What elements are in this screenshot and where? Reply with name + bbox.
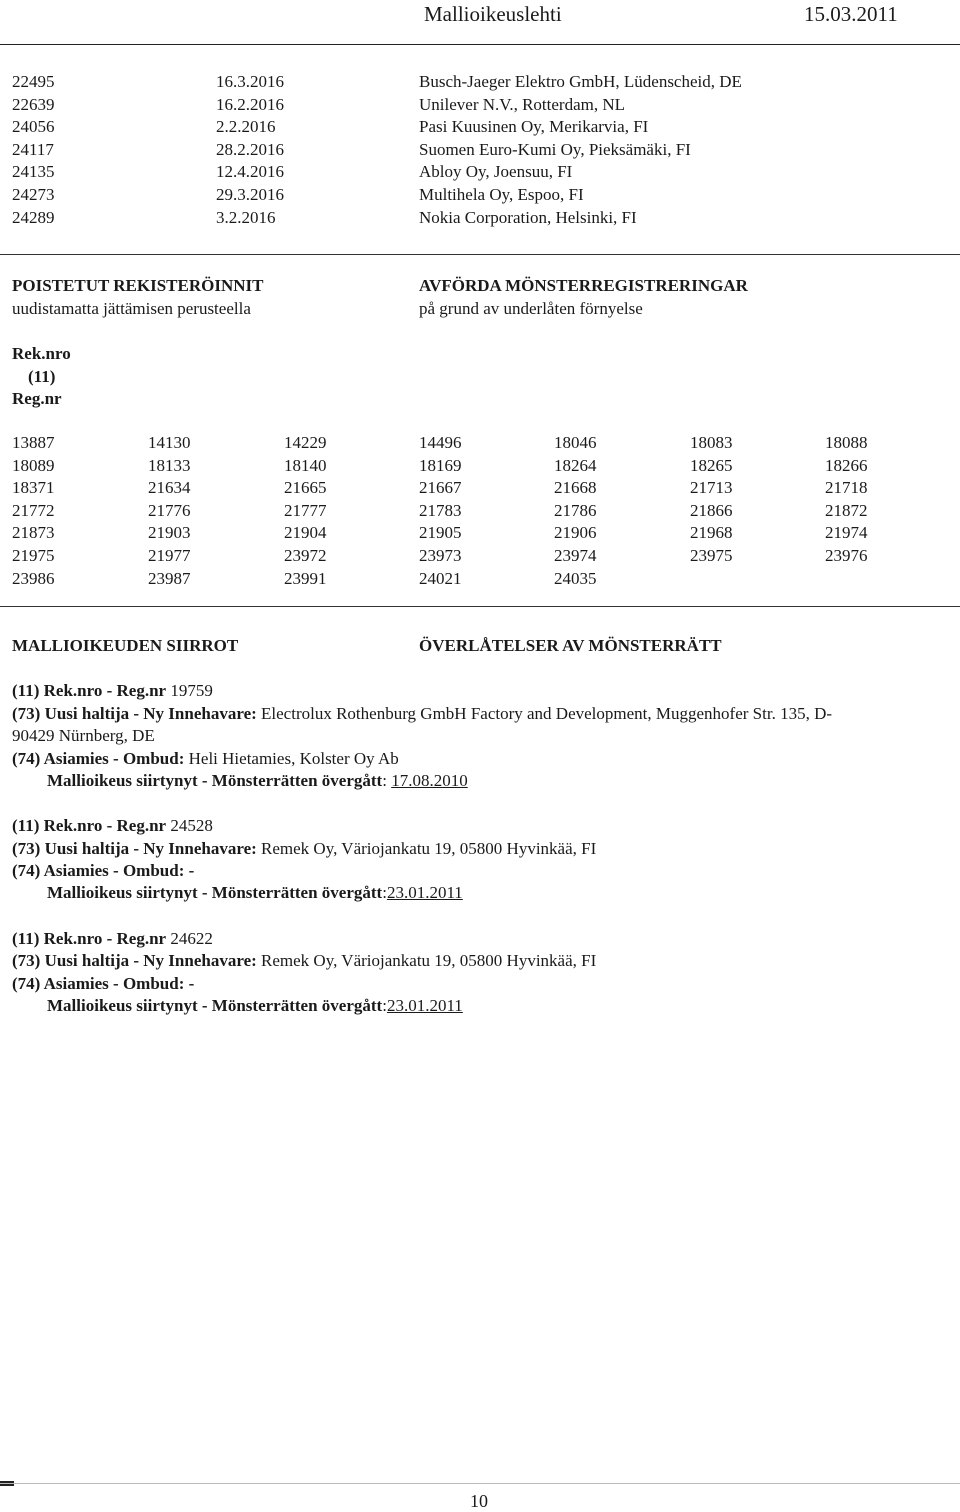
expiration-date: 16.2.2016 bbox=[216, 94, 284, 114]
removed-reg-number: 14229 bbox=[284, 433, 327, 452]
removed-reg-number: 18266 bbox=[825, 455, 868, 475]
removed-reg-number: 18371 bbox=[12, 478, 55, 498]
transfer-date-line: Mallioikeus siirtynyt - Mönsterrätten övergått:23.01.2011 bbox=[47, 883, 463, 902]
removed-reg-number: 23991 bbox=[284, 568, 327, 588]
removed-reg-number: 21904 bbox=[284, 523, 327, 543]
transfer-agent-line: (74) Asiamies - Ombud: Heli Hietamies, Kolster Oy Ab bbox=[12, 749, 399, 768]
transfers-heading-fi: MALLIOIKEUDEN SIIRROT bbox=[12, 636, 239, 655]
removed-reg-number: 21668 bbox=[554, 478, 597, 498]
transfer-date-line: Mallioikeus siirtynyt - Mönsterrätten övergått: 17.08.2010 bbox=[47, 771, 468, 790]
removed-subheading-sv: på grund av underlåten förnyelse bbox=[419, 299, 643, 318]
transfer-owner-line-2: 90429 Nürnberg, DE bbox=[12, 726, 155, 745]
removed-reg-number: 23976 bbox=[825, 546, 868, 565]
removed-reg-number: 21772 bbox=[12, 500, 55, 520]
removed-reg-number: 23986 bbox=[12, 568, 55, 588]
publication-title: Mallioikeuslehti bbox=[424, 2, 562, 26]
transfer-agent-line: (74) Asiamies - Ombud: - bbox=[12, 974, 195, 993]
removed-reg-number: 18265 bbox=[690, 455, 733, 475]
removed-reg-number: 24021 bbox=[419, 568, 462, 588]
removed-reg-number: 23987 bbox=[148, 568, 191, 588]
expiration-reg: 22639 bbox=[12, 94, 55, 114]
removed-reg-number: 21713 bbox=[690, 478, 733, 498]
expiration-row bbox=[0, 94, 960, 116]
removed-reg-number: 21975 bbox=[12, 546, 55, 565]
removed-reg-number: 18088 bbox=[825, 433, 868, 452]
removed-reg-number: 23974 bbox=[554, 546, 597, 565]
expiration-row bbox=[0, 207, 960, 229]
transfer-agent-line: (74) Asiamies - Ombud: - bbox=[12, 861, 195, 880]
footer-rule bbox=[0, 1483, 960, 1484]
transfer-date-line: Mallioikeus siirtynyt - Mönsterrätten övergått:23.01.2011 bbox=[47, 996, 463, 1015]
header-rule bbox=[0, 44, 960, 45]
expiration-row bbox=[0, 116, 960, 138]
removed-reg-number: 18169 bbox=[419, 455, 462, 475]
removed-reg-number: 21667 bbox=[419, 478, 462, 498]
removed-reg-number: 18133 bbox=[148, 455, 191, 475]
transfer-date: 23.01.2011 bbox=[386, 996, 463, 1015]
expiration-date: 3.2.2016 bbox=[216, 207, 276, 227]
expiration-owner: Pasi Kuusinen Oy, Merikarvia, FI bbox=[419, 117, 649, 137]
expiration-owner: Suomen Euro-Kumi Oy, Pieksämäki, FI bbox=[419, 139, 691, 159]
removed-reg-number: 21776 bbox=[148, 500, 191, 520]
removed-reg-number: 21786 bbox=[554, 500, 597, 520]
expiration-owner: Nokia Corporation, Helsinki, FI bbox=[419, 207, 637, 227]
expiration-date: 12.4.2016 bbox=[216, 162, 284, 182]
page-number: 10 bbox=[470, 1491, 488, 1511]
removed-reg-number: 18083 bbox=[690, 433, 733, 452]
removed-subheading-fi: uudistamatta jättämisen perusteella bbox=[12, 299, 251, 318]
expiration-row bbox=[0, 71, 960, 93]
removed-reg-number: 13887 bbox=[12, 433, 55, 452]
removed-reg-number: 18089 bbox=[12, 455, 55, 475]
removed-reg-number: 21777 bbox=[284, 500, 327, 520]
removed-reg-number: 14130 bbox=[148, 433, 191, 452]
removed-reg-number: 18046 bbox=[554, 433, 597, 452]
removed-reg-number: 21634 bbox=[148, 478, 191, 498]
removed-reg-number: 14496 bbox=[419, 433, 462, 452]
expiration-row bbox=[0, 139, 960, 161]
column-label-rek-nro: Rek.nro bbox=[12, 344, 71, 363]
section-divider bbox=[0, 254, 960, 255]
removed-reg-number: 21903 bbox=[148, 523, 191, 543]
expiration-owner: Abloy Oy, Joensuu, FI bbox=[419, 162, 573, 182]
removed-reg-number: 21866 bbox=[690, 500, 733, 520]
transfer-owner-line: (73) Uusi haltija - Ny Innehavare: Remek Oy, Väriojankatu 19, 05800 Hyvinkää, FI bbox=[12, 839, 597, 858]
transfer-reg-line: (11) Rek.nro - Reg.nr 24528 bbox=[12, 816, 213, 835]
removed-reg-number: 18140 bbox=[284, 455, 327, 475]
removed-reg-number: 23972 bbox=[284, 546, 327, 565]
transfer-reg-line: (11) Rek.nro - Reg.nr 19759 bbox=[12, 681, 213, 700]
column-label-code: (11) bbox=[28, 367, 56, 386]
transfer-owner-line: (73) Uusi haltija - Ny Innehavare: Electrolux Rothenburg GmbH Factory and Development, Muggenhofer Str. 135, D- bbox=[12, 704, 833, 723]
expiration-date: 16.3.2016 bbox=[216, 72, 284, 91]
removed-reg-number: 24035 bbox=[554, 568, 597, 588]
removed-reg-number: 21872 bbox=[825, 500, 868, 520]
publication-date: 15.03.2011 bbox=[804, 2, 898, 26]
section-divider bbox=[0, 606, 960, 607]
removed-reg-number: 21783 bbox=[419, 500, 462, 520]
expiration-reg: 22495 bbox=[12, 72, 55, 91]
expiration-date: 28.2.2016 bbox=[216, 139, 284, 159]
removed-heading-sv: AVFÖRDA MÖNSTERREGISTRERINGAR bbox=[419, 276, 748, 295]
expiration-date: 2.2.2016 bbox=[216, 117, 276, 137]
removed-reg-number: 21905 bbox=[419, 523, 462, 543]
removed-reg-number: 23973 bbox=[419, 546, 462, 565]
removed-reg-number: 18264 bbox=[554, 455, 597, 475]
removed-reg-number: 21665 bbox=[284, 478, 327, 498]
expiration-row bbox=[0, 161, 960, 183]
expiration-reg: 24056 bbox=[12, 117, 55, 137]
transfer-owner-line: (73) Uusi haltija - Ny Innehavare: Remek Oy, Väriojankatu 19, 05800 Hyvinkää, FI bbox=[12, 951, 597, 970]
expiration-owner: Unilever N.V., Rotterdam, NL bbox=[419, 94, 626, 114]
removed-reg-number: 21974 bbox=[825, 523, 868, 543]
removed-reg-number: 21968 bbox=[690, 523, 733, 543]
expiration-row bbox=[0, 184, 960, 206]
transfers-heading-sv: ÖVERLÅTELSER AV MÖNSTERRÄTT bbox=[419, 636, 722, 655]
removed-reg-number: 21977 bbox=[148, 546, 191, 565]
expiration-date: 29.3.2016 bbox=[216, 185, 284, 204]
expiration-reg: 24117 bbox=[12, 139, 54, 159]
expiration-owner: Multihela Oy, Espoo, FI bbox=[419, 185, 584, 204]
expiration-reg: 24289 bbox=[12, 207, 55, 227]
removed-reg-number: 21873 bbox=[12, 523, 55, 543]
transfer-date: 23.01.2011 bbox=[386, 883, 463, 902]
removed-heading-fi: POISTETUT REKISTERÖINNIT bbox=[12, 276, 264, 295]
expiration-reg: 24135 bbox=[12, 162, 55, 182]
transfer-date: 17.08.2010 bbox=[391, 771, 468, 790]
expiration-owner: Busch-Jaeger Elektro GmbH, Lüdenscheid, DE bbox=[419, 72, 742, 91]
removed-reg-number: 23975 bbox=[690, 546, 733, 565]
column-label-reg-nr: Reg.nr bbox=[12, 389, 62, 408]
expiration-reg: 24273 bbox=[12, 185, 55, 204]
transfer-reg-line: (11) Rek.nro - Reg.nr 24622 bbox=[12, 929, 213, 948]
removed-reg-number: 21718 bbox=[825, 478, 868, 498]
removed-reg-number: 21906 bbox=[554, 523, 597, 543]
